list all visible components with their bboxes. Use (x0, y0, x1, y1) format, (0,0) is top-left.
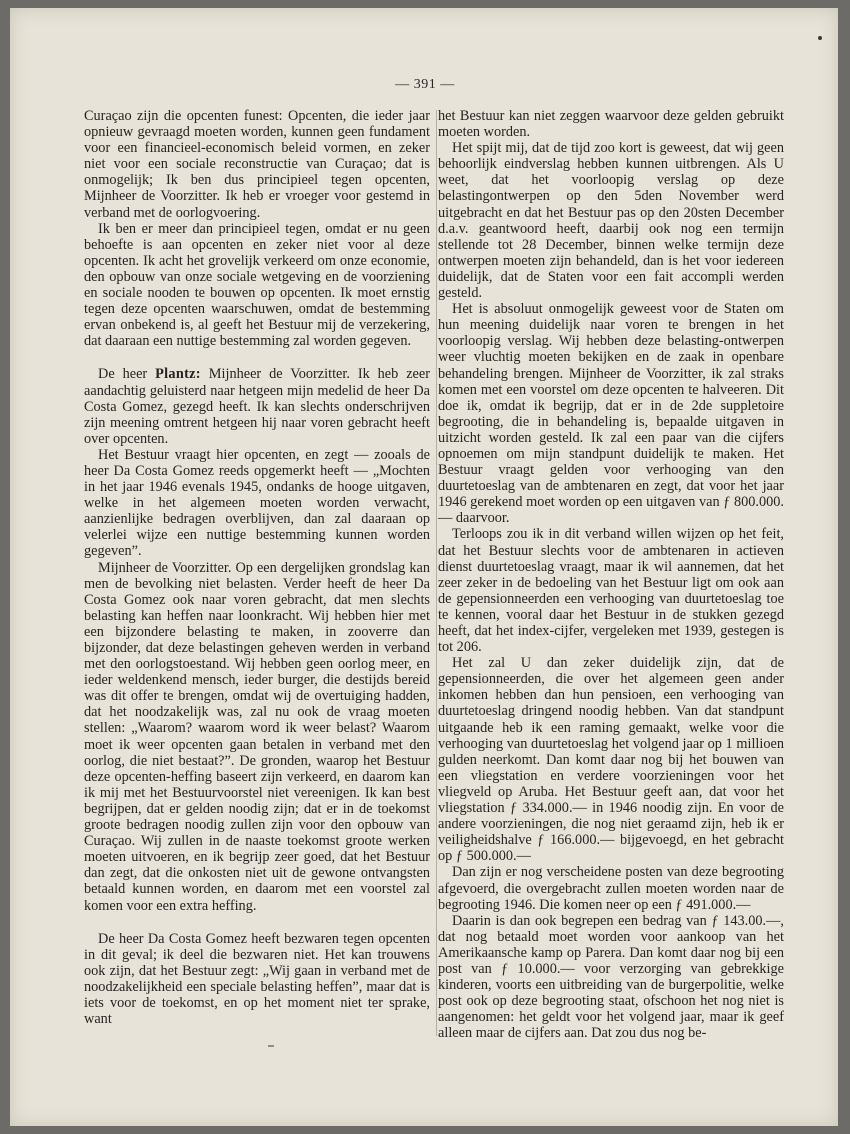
speaker-name: Da Costa Gomez (147, 930, 247, 947)
paragraph: Daarin is dan ook begrepen een bedrag van ƒ 143.00.—, dat nog betaald moet worden voor aankoop van het Amerikaansche kamp op Parera. Dan komt daar nog bij een post van ƒ 10.000.— voor verzorging van gebrekkige kinderen, voorts een uitbreiding van de burgerpolitie, welke post ook op deze begrooting staat, ofschoon het nog niet is aangenomen: het geldt voor het volgend jaar, maar ik geef alleen maar de cijfers aan. Dat zou dus nog be- (438, 912, 784, 1042)
paragraph: Dan zijn er nog verscheidene posten van deze begrooting afgevoerd, die overgebracht zullen moeten worden naar de begrooting 1946. Die komen neer op een ƒ 491.000.— (438, 864, 784, 913)
speaker-name: Plantz: (155, 366, 201, 383)
paragraph-speaker: De heer Da Costa Gomez heeft bezwaren tegen opcenten in dit geval; ik deel die bezwaren niet. Het kan trouwens ook zijn, dat het Bestuur zegt: „Wij gaan in verband met de noodzakelijkheid een speciale belasting heffen”, maar dat is iets voor de toekomst, en op het moment niet ter sprake, want (84, 930, 431, 1028)
paragraph: Het is absoluut onmogelijk geweest voor de Staten om hun meening duidelijk naar voren te brengen in het voorloopig verslag. Wij hebben deze belasting-ontwerpen weer vluchtig moeten bekijken en de zaak in openbare behandeling brengen. Mijnheer de Voorzitter, ik zal straks komen met een voorstel om deze opcenten te halveeren. Dit doe ik, omdat ik begrijp, dat er in de 2de suppletoire begrooting, die in behandeling is, bepaalde uitgaven in uitzicht worden gesteld. Ik zal een paar van die cijfers opnoemen om mijn standpunt duidelijk te maken. Het Bestuur vraagt gelden voor verhooging van den duurtetoeslag van de ambtenaren en zegt, dat voor het jaar 1946 gerekend moet worden op een uitgaven van ƒ 800.000.— daarvoor. (438, 301, 784, 527)
paragraph: Het Bestuur vraagt hier opcenten, en zegt — zooals de heer Da Costa Gomez reeds opgemerkt heeft — „Mochten in het jaar 1946 evenals 1945, ondanks de hooge uitgaven, welke in het algemeen moeten worden verwacht, aanzienlijke bedragen overblijven, dan zal daaraan op velerlei wijze een nuttige bestemming kunnen worden gegeven”. (84, 446, 430, 560)
paper-speck (818, 36, 822, 40)
page-number: — 391 — (395, 77, 455, 92)
paragraph: Ik ben er meer dan principieel tegen, omdat er nu geen behoefte is aan opcenten en zeker niet voor al deze opcenten. Ik acht het grovelijk verkeerd om onze economie, den opbouw van onze sociale wetgeving en de voorziening en sociale nooden te bouwen op opcenten. Ik moet ernstig tegen deze opcenten waarschuwen, omdat de bestemming ervan onbekend is, al geeft het Bestuur mij de verzekering, dat daaraan een nuttige bestemming zal worden gegeven. (84, 220, 430, 350)
paragraph: Het spijt mij, dat de tijd zoo kort is geweest, dat wij geen behoorlijk eindverslag hebben kunnen uitbrengen. Als U weet, dat het voorloopig verslag op deze belastingontwerpen op den 5den November werd uitgebracht en dat het Bestuur pas op den 20sten December d.a.v. geantwoord heeft, daarbij ook nog een termijn stellende tot 28 December, binnen welke termijn deze ontwerpen moeten zijn behandeld, dan is het voor iedereen duidelijk, dat de Staten voor een fait accompli werden gesteld. (438, 140, 784, 302)
left-column (84, 108, 430, 1027)
paragraph: Het zal U dan zeker duidelijk zijn, dat de gepensionneerden, die over het algemeen geen ander inkomen hebben dan hun pensioen, een verhooging van duurtetoeslag dringend noodig hebben. Van dat standpunt uitgaande heb ik een raming gemaakt, welke voor die verhooging van duurtetoeslag het volgend jaar op 1 millioen gulden neerkomt. Dan komt daar nog bij het bouwen van een vliegstation en verdere voorzieningen voor het vliegveld op Aruba. Het Bestuur geeft aan, dat voor het vliegstation ƒ 334.000.— in 1946 noodig zijn. En voor de andere voorzieningen, die nog niet geraamd zijn, heb ik er veiligheidshalve ƒ 166.000.— bijgevoegd, en het gebracht op ƒ 500.000.— (438, 655, 784, 865)
column-divider (436, 110, 437, 1036)
paragraph-speaker: De heer Plantz: Mijnheer de Voorzitter. Ik heb zeer aandachtig geluisterd naar hetgeen mijn medelid de heer Da Costa Gomez, gezegd heeft. Ik kan slechts onderschrijven zijn meening omtrent hetgeen hij naar voren gebracht heeft over opcenten. (84, 366, 430, 447)
paragraph: het Bestuur kan niet zeggen waarvoor deze gelden gebruikt moeten worden. (438, 108, 784, 141)
paragraph: Terloops zou ik in dit verband willen wijzen op het feit, dat het Bestuur slechts voor de ambtenaren in actieven dienst duurtetoeslag vraagt, maar ik wil aannemen, dat het zeer zeker in de bedoeling van het Bestuur ligt om ook aan de gepensionneerden een verhooging van duurtetoeslag toe te kennen, vooral daar het Bestuur in de stukken gezegd heeft, dat het index-cijfer, vergeleken met 1939, gestegen is tot 206. (438, 526, 784, 656)
right-column (438, 108, 784, 1041)
paragraph: Mijnheer de Voorzitter. Op een dergelijken grondslag kan men de bevolking niet belasten. Verder heeft de heer Da Costa Gomez ook naar voren gebracht, dat men slechts belasting kan heffen naar loonkracht. Wij hebben hier met een bijzondere belasting te maken, in zooverre dan bijzonder, dat deze belastingen geheven werden in verband met den oorlogstoestand. Wij hebben geen oorlog meer, en ieder weldenkend mensch, ieder burger, die destijds bereid was dit offer te brengen, omdat wij de overtuiging hadden, dat het noodzakelijk was, zal nu ook de vraag moeten stellen: „Waarom? waarom word ik weer belast? Waarom moet ik weer opcenten gaan betalen in verband met den oorlog, die niet bestaat?”. De gronden, waarop het Bestuur deze opcenten-heffing baseert zijn verkeerd, en daarom kan ik mij met het Bestuurvoorstel niet vereenigen. Ik kan best begrijpen, dat er gelden noodig zijn; dat er in de toekomst groote bedragen noodig zullen zijn voor den opbouw van Curaçao. Wij zullen in de naaste toekomst groote werken moeten uitvoeren, en ik begrijp zeer goed, dat het Bestuur dan zegt, dat die onkosten niet uit de gewone ontvangsten betaald kunnen worden, en daarom met een voorstel zal komen voor een extra heffing. (84, 559, 430, 914)
ink-mark (268, 1045, 274, 1047)
paragraph: Curaçao zijn die opcenten funest: Opcenten, die ieder jaar opnieuw gevraagd moeten worden, kunnen geen fundament voor een financieel-economisch beleid vormen, en zeker niet voor een sociale reconstructie van Curaçao; dat is onmogelijk; Ik ben dus principieel tegen opcenten, Mijnheer de Voorzitter. Ik heb er vroeger voor gestemd in verband met de oorlogvoering. (84, 108, 430, 221)
